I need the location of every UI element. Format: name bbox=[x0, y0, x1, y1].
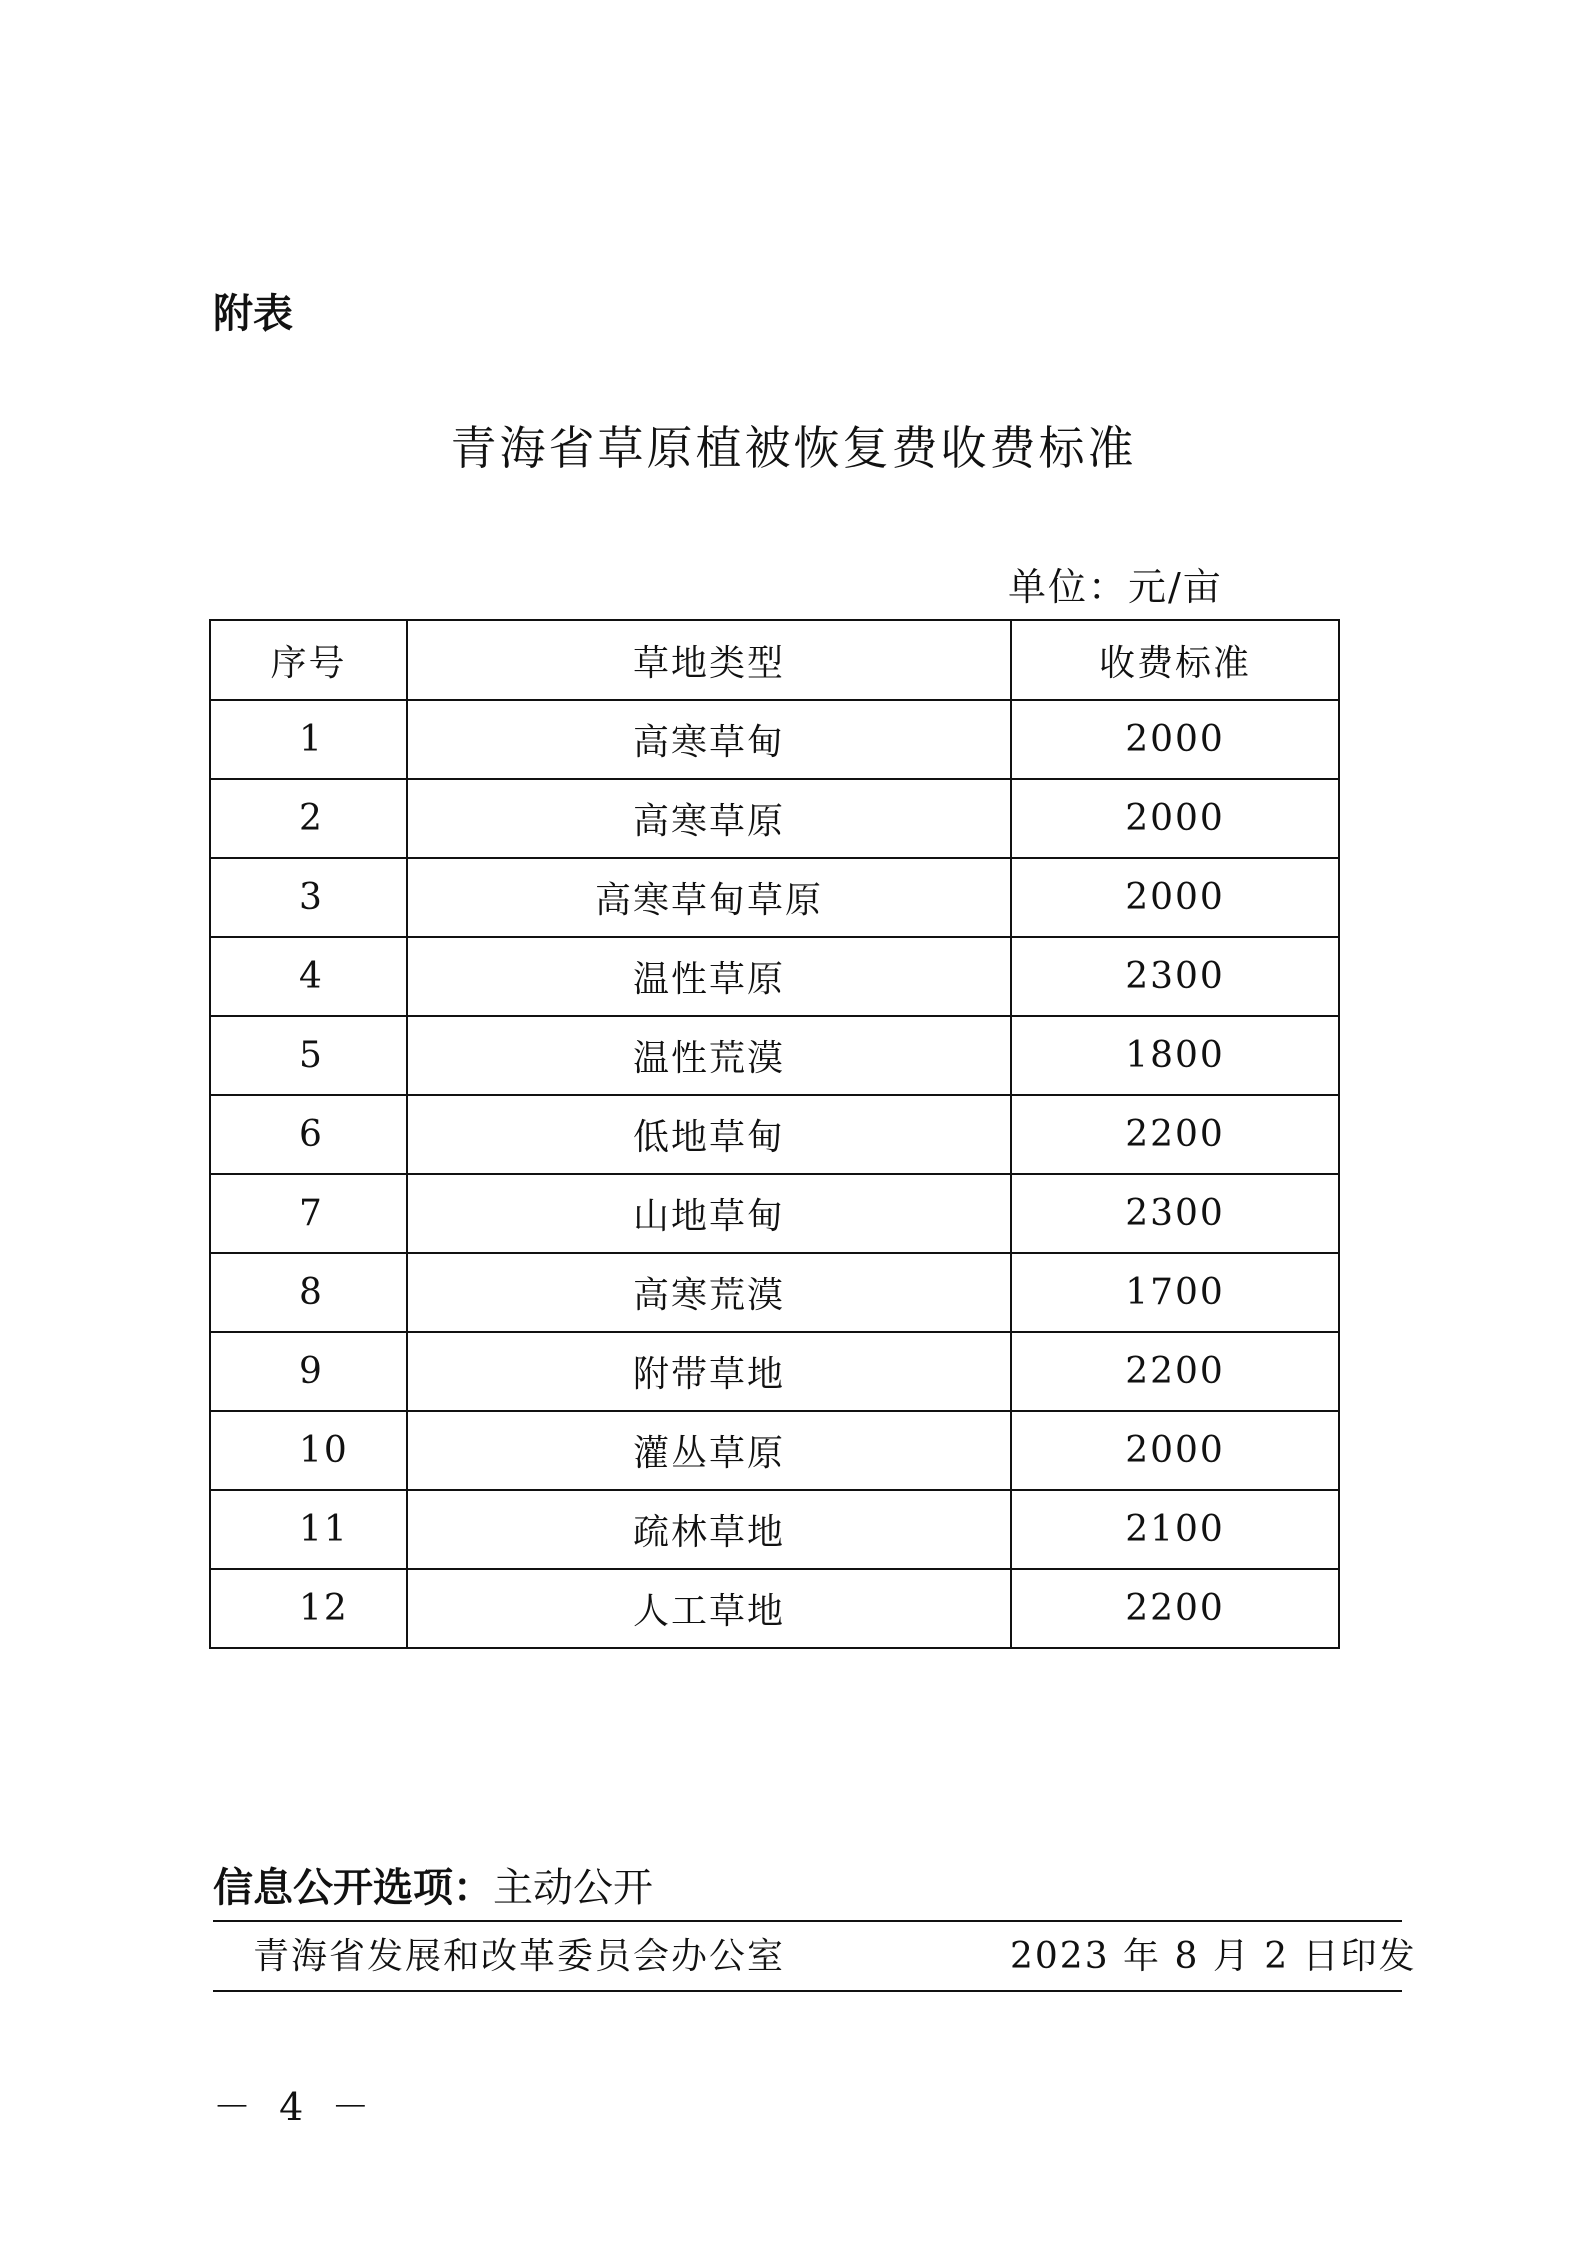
table-row bbox=[210, 700, 1339, 779]
document-title: 青海省草原植被恢复费收费标准 bbox=[450, 421, 1137, 475]
seq-cell: 10 bbox=[210, 1411, 407, 1490]
fee-cell: 2000 bbox=[1011, 700, 1339, 779]
footer-top-rule bbox=[213, 1920, 1402, 1922]
disclosure-option bbox=[213, 1862, 653, 1914]
fee-cell: 2300 bbox=[1011, 937, 1339, 1016]
grassland-type-cell: 高寒草甸草原 bbox=[407, 858, 1011, 937]
grassland-type-cell: 灌丛草原 bbox=[407, 1411, 1011, 1490]
table-row bbox=[210, 1253, 1339, 1332]
grassland-type-cell: 低地草甸 bbox=[407, 1095, 1011, 1174]
header-grassland-type: 草地类型 bbox=[407, 620, 1011, 700]
seq-cell: 9 bbox=[210, 1332, 407, 1411]
fee-cell: 2000 bbox=[1011, 858, 1339, 937]
fee-cell: 2100 bbox=[1011, 1490, 1339, 1569]
grassland-type-cell: 山地草甸 bbox=[407, 1174, 1011, 1253]
issuing-office: 青海省发展和改革委员会办公室 bbox=[253, 1936, 786, 1977]
table-row bbox=[210, 1569, 1339, 1648]
fee-cell: 2000 bbox=[1011, 779, 1339, 858]
seq-cell: 7 bbox=[210, 1174, 407, 1253]
table-row bbox=[210, 1174, 1339, 1253]
table-row bbox=[210, 1016, 1339, 1095]
seq-cell: 1 bbox=[210, 700, 407, 779]
seq-cell: 3 bbox=[210, 858, 407, 937]
page-number: － 4 － bbox=[213, 2085, 378, 2129]
grassland-type-cell: 疏林草地 bbox=[407, 1490, 1011, 1569]
fee-cell: 2000 bbox=[1011, 1411, 1339, 1490]
table-row bbox=[210, 858, 1339, 937]
grassland-type-cell: 附带草地 bbox=[407, 1332, 1011, 1411]
attachment-label: 附表 bbox=[213, 291, 293, 337]
seq-cell: 8 bbox=[210, 1253, 407, 1332]
disclosure-label: 信息公开选项： bbox=[213, 1865, 493, 1911]
grassland-type-cell: 高寒草甸 bbox=[407, 700, 1011, 779]
table-row bbox=[210, 779, 1339, 858]
fee-cell: 1700 bbox=[1011, 1253, 1339, 1332]
table-header-row bbox=[210, 620, 1339, 700]
fee-standard-table bbox=[209, 619, 1340, 1649]
seq-cell: 12 bbox=[210, 1569, 407, 1648]
grassland-type-cell: 人工草地 bbox=[407, 1569, 1011, 1648]
header-seq: 序号 bbox=[210, 620, 407, 700]
seq-cell: 6 bbox=[210, 1095, 407, 1174]
table-row bbox=[210, 1411, 1339, 1490]
fee-cell: 2200 bbox=[1011, 1095, 1339, 1174]
fee-cell: 2200 bbox=[1011, 1332, 1339, 1411]
fee-cell: 1800 bbox=[1011, 1016, 1339, 1095]
fee-cell: 2300 bbox=[1011, 1174, 1339, 1253]
fee-cell: 2200 bbox=[1011, 1569, 1339, 1648]
issue-date: 2023 年 8 月 2 日印发 bbox=[1010, 1936, 1417, 1977]
grassland-type-cell: 温性草原 bbox=[407, 937, 1011, 1016]
disclosure-value: 主动公开 bbox=[493, 1865, 653, 1911]
header-fee-standard: 收费标准 bbox=[1011, 620, 1339, 700]
seq-cell: 11 bbox=[210, 1490, 407, 1569]
table-row bbox=[210, 1332, 1339, 1411]
seq-cell: 5 bbox=[210, 1016, 407, 1095]
grassland-type-cell: 温性荒漠 bbox=[407, 1016, 1011, 1095]
seq-cell: 4 bbox=[210, 937, 407, 1016]
grassland-type-cell: 高寒荒漠 bbox=[407, 1253, 1011, 1332]
table-row bbox=[210, 937, 1339, 1016]
table-row bbox=[210, 1490, 1339, 1569]
unit-note: 单位：元/亩 bbox=[1008, 565, 1223, 609]
seq-cell: 2 bbox=[210, 779, 407, 858]
grassland-type-cell: 高寒草原 bbox=[407, 779, 1011, 858]
footer-bottom-rule bbox=[213, 1990, 1402, 1992]
table-row bbox=[210, 1095, 1339, 1174]
